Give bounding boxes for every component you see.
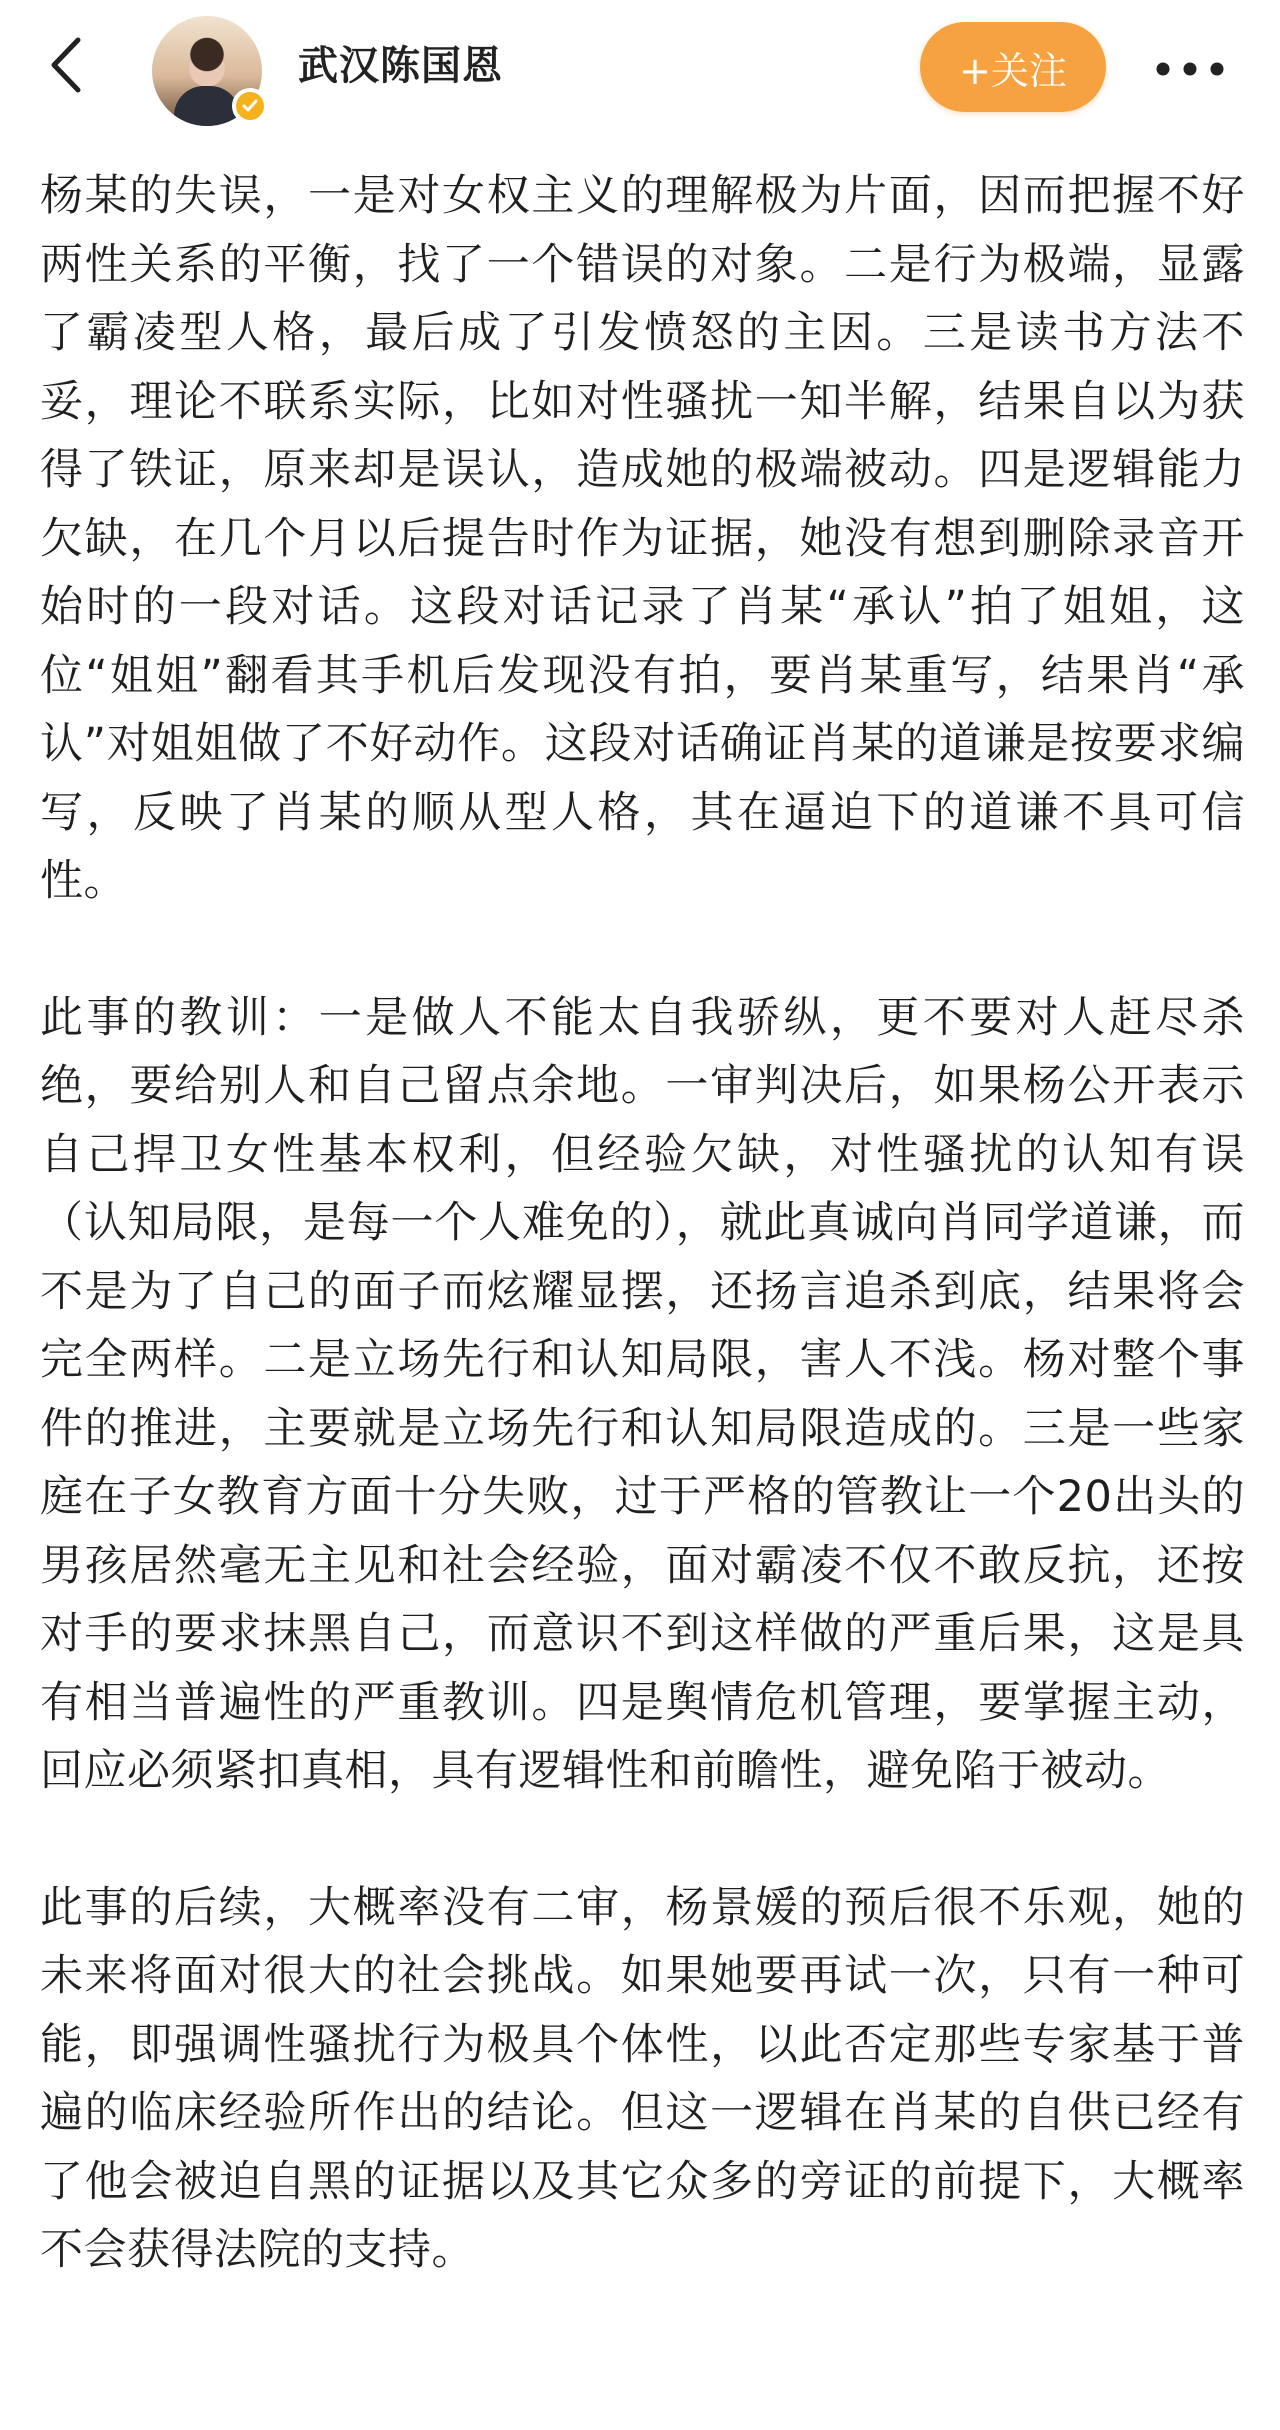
- more-options-button[interactable]: [1150, 34, 1230, 104]
- username[interactable]: 武汉陈国恩: [298, 43, 503, 89]
- post-paragraph: 此事的教训：一是做人不能太自我骄纵，更不要对人赶尽杀绝，要给别人和自己留点余地。一审判决后，如果杨公开表示自己捍卫女性基本权利，但经验欠缺，对性骚扰的认知有误（认知局限，是每一个人难免的），就此真诚向肖同学道谦，而不是为了自己的面子而炫耀显摆，还扬言追杀到底，结果将会完全两样。二是立场先行和认知局限，害人不浅。杨对整个事件的推进，主要就是立场先行和认知局限造成的。三是一些家庭在子女教育方面十分失败，过于严格的管教让一个20出头的男孩居然毫无主见和社会经验，面对霸凌不仅不敢反抗，还按对手的要求抹黑自己，而意识不到这样做的严重后果，这是具有相当普遍性的严重教训。四是舆情危机管理，要掌握主动，回应必须紧扣真相，具有逻辑性和前瞻性，避免陷于被动。: [40, 992, 1245, 1796]
- verified-badge-icon: [232, 88, 268, 124]
- more-horizontal-icon: [1155, 61, 1225, 77]
- post-paragraph: 杨某的失误，一是对女权主义的理解极为片面，因而把握不好两性关系的平衡，找了一个错误的对象。二是行为极端，显露了霸凌型人格，最后成了引发愤怒的主因。三是读书方法不妥，理论不联系实际，比如对性骚扰一知半解，结果自以为获得了铁证，原来却是误认，造成她的极端被动。四是逻辑能力欠缺，在几个月以后提告时作为证据，她没有想到删除录音开始时的一段对话。这段对话记录了肖某“承认”拍了姐姐，这位“姐姐”翻看其手机后发现没有拍，要肖某重写，结果肖“承认”对姐姐做了不好动作。这段对话确证肖某的道谦是按要求编写，反映了肖某的顺从型人格，其在逼迫下的道谦不具可信性。: [40, 171, 1245, 906]
- post-paragraph: 此事的后续，大概率没有二审，杨景媛的预后很不乐观，她的未来将面对很大的社会挑战。如果她要再试一次，只有一种可能，即强调性骚扰行为极具个体性，以此否定那些专家基于普遍的临床经验所作出的结论。但这一逻辑在肖某的自供已经有了他会被迫自黑的证据以及其它众多的旁证的前提下，大概率不会获得法院的支持。: [40, 1882, 1245, 2275]
- post-header: [0, 0, 1280, 140]
- avatar[interactable]: [152, 16, 262, 126]
- back-button[interactable]: [30, 30, 100, 100]
- chevron-left-icon: [48, 36, 82, 94]
- follow-button[interactable]: +关注: [920, 22, 1106, 112]
- post-content: [40, 162, 1245, 2285]
